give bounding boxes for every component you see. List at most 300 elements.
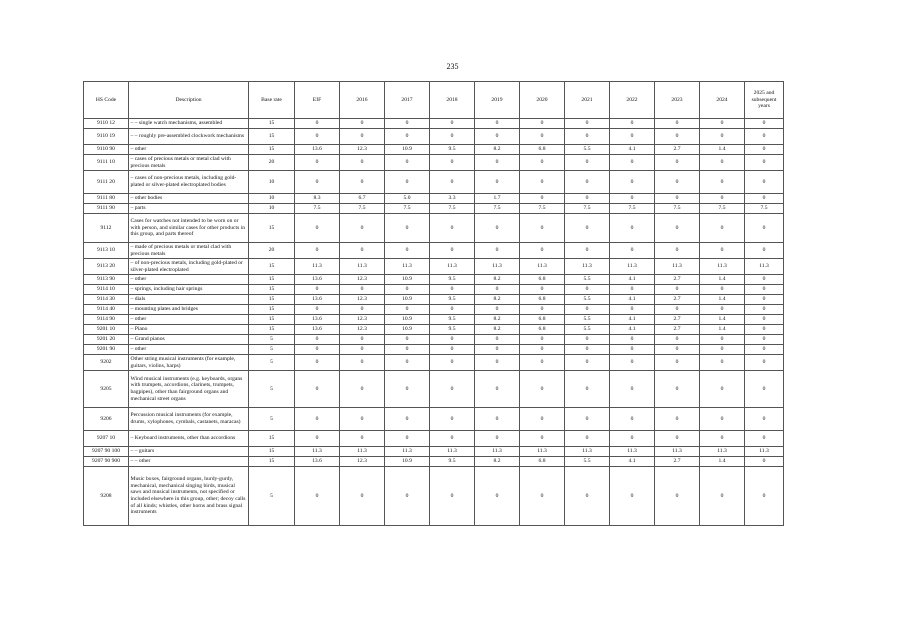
rate-cell: 0 (745, 119, 784, 129)
description-cell: – made of precious metals or metal clad with precious metals (129, 243, 249, 259)
hs-code-cell: 9110 90 (84, 145, 129, 155)
hs-code-cell: 9206 (84, 408, 129, 431)
description-cell: Percussion musical instruments (for example, drums, xylophones, cymbals, castanets, maracas) (129, 408, 249, 431)
rate-cell: 5.5 (565, 315, 610, 325)
rate-cell: 6.8 (520, 295, 565, 305)
rate-cell: 0 (385, 335, 430, 345)
page-number: 235 (446, 62, 459, 71)
column-header: 2025 and subsequent years (745, 82, 784, 119)
rate-cell: 0 (385, 305, 430, 315)
rate-cell: 0 (565, 243, 610, 259)
rate-cell: 0 (385, 129, 430, 145)
rate-cell: 0 (700, 155, 745, 171)
rate-cell: 0 (700, 355, 745, 371)
rate-cell: 0 (430, 431, 475, 447)
table-row (84, 315, 784, 325)
rate-cell: 11.3 (655, 259, 700, 275)
rate-cell: 4.1 (610, 275, 655, 285)
rate-cell: 0 (520, 129, 565, 145)
rate-cell: 0 (340, 305, 385, 315)
rate-cell: 0 (520, 355, 565, 371)
rate-cell: 11.3 (340, 447, 385, 457)
rate-cell: 7.5 (520, 204, 565, 214)
rate-cell: 15 (249, 145, 295, 155)
rate-cell: 0 (745, 155, 784, 171)
description-cell: – other (129, 145, 249, 155)
rate-cell: 0 (520, 285, 565, 295)
rate-cell: 9.5 (430, 457, 475, 467)
rate-cell: 0 (340, 214, 385, 243)
description-cell: – – roughly pre-assembled clockwork mechanisms (129, 129, 249, 145)
hs-code-cell: 9114 30 (84, 295, 129, 305)
rate-cell: 0 (295, 171, 340, 194)
hs-code-cell: 9114 10 (84, 285, 129, 295)
rate-cell: 0 (655, 194, 700, 204)
rate-cell: 0 (385, 214, 430, 243)
rate-cell: 0 (700, 345, 745, 355)
rate-cell: 11.3 (565, 259, 610, 275)
rate-cell: 0 (430, 467, 475, 526)
rate-cell: 9.5 (430, 325, 475, 335)
rate-cell: 11.3 (745, 259, 784, 275)
rate-cell: 1.7 (475, 194, 520, 204)
rate-cell: 15 (249, 431, 295, 447)
rate-cell: 15 (249, 214, 295, 243)
rate-cell: 0 (340, 171, 385, 194)
rate-cell: 0 (430, 371, 475, 408)
rate-cell: 0 (655, 371, 700, 408)
rate-cell: 13.6 (295, 315, 340, 325)
column-header: EIF (295, 82, 340, 119)
rate-cell: 0 (430, 285, 475, 295)
column-header: 2020 (520, 82, 565, 119)
column-header: 2019 (475, 82, 520, 119)
column-header: 2017 (385, 82, 430, 119)
table-row (84, 447, 784, 457)
rate-cell: 4.1 (610, 295, 655, 305)
column-header: 2023 (655, 82, 700, 119)
rate-cell: 0 (295, 155, 340, 171)
rate-cell: 0 (520, 371, 565, 408)
table-row (84, 204, 784, 214)
table-row (84, 355, 784, 371)
rate-cell: 0 (655, 285, 700, 295)
rate-cell: 7.5 (475, 204, 520, 214)
rate-cell: 0 (610, 155, 655, 171)
rate-cell: 2.7 (655, 457, 700, 467)
hs-code-cell: 9113 20 (84, 259, 129, 275)
rate-cell: 0 (565, 355, 610, 371)
rate-cell: 2.7 (655, 145, 700, 155)
rate-cell: 0 (565, 345, 610, 355)
rate-cell: 1.4 (700, 145, 745, 155)
description-cell: Cases for watches not intended to be worn on or with person, and similar cases for other products in this group, and parts thereof (129, 214, 249, 243)
table-row (84, 285, 784, 295)
rate-cell: 11.3 (745, 447, 784, 457)
rate-cell: 0 (745, 315, 784, 325)
rate-cell: 0 (340, 285, 385, 295)
description-cell: – other (129, 275, 249, 285)
rate-cell: 0 (565, 129, 610, 145)
rate-cell: 1.4 (700, 457, 745, 467)
description-cell: – – single watch mechanisms, assembled (129, 119, 249, 129)
rate-cell: 0 (295, 305, 340, 315)
rate-cell: 8.2 (475, 315, 520, 325)
rate-cell: 5.5 (565, 457, 610, 467)
hs-code-cell: 9114 40 (84, 305, 129, 315)
rate-cell: 0 (700, 305, 745, 315)
rate-cell: 11.3 (340, 259, 385, 275)
hs-code-cell: 9207 10 (84, 431, 129, 447)
header-row (84, 82, 784, 119)
rate-cell: 0 (295, 243, 340, 259)
rate-cell: 0 (745, 345, 784, 355)
rate-cell: 8.2 (475, 457, 520, 467)
rate-cell: 0 (610, 467, 655, 526)
column-header: Base rate (249, 82, 295, 119)
rate-cell: 0 (610, 371, 655, 408)
table-row (84, 119, 784, 129)
rate-cell: 0 (745, 295, 784, 305)
rate-cell: 0 (520, 408, 565, 431)
hs-code-cell: 9111 10 (84, 155, 129, 171)
rate-cell: 0 (430, 243, 475, 259)
rate-cell: 0 (655, 119, 700, 129)
hs-code-cell: 9202 (84, 355, 129, 371)
rate-cell: 5 (249, 345, 295, 355)
rate-cell: 7.5 (700, 204, 745, 214)
rate-cell: 0 (655, 129, 700, 145)
table-row (84, 171, 784, 194)
table-row (84, 457, 784, 467)
rate-cell: 8.2 (475, 295, 520, 305)
rate-cell: 4.1 (610, 145, 655, 155)
rate-cell: 0 (295, 129, 340, 145)
rate-cell: 11.3 (430, 447, 475, 457)
hs-code-cell: 9201 90 (84, 345, 129, 355)
rate-cell: 0 (295, 345, 340, 355)
rate-cell: 10.9 (385, 457, 430, 467)
description-cell: – other bodies (129, 194, 249, 204)
rate-cell: 6.8 (520, 457, 565, 467)
rate-cell: 8.2 (475, 145, 520, 155)
rate-cell: 0 (475, 431, 520, 447)
rate-cell: 0 (610, 119, 655, 129)
rate-cell: 0 (610, 214, 655, 243)
rate-cell: 11.3 (700, 259, 745, 275)
rate-cell: 0 (475, 285, 520, 295)
description-cell: – cases of precious metals or metal clad with precious metals (129, 155, 249, 171)
rate-cell: 0 (745, 305, 784, 315)
description-cell: – cases of non-precious metals, including gold-plated or silver-plated electroplated bodies (129, 171, 249, 194)
rate-cell: 0 (340, 345, 385, 355)
rate-cell: 8.2 (475, 275, 520, 285)
rate-cell: 0 (745, 285, 784, 295)
rate-cell: 0 (565, 431, 610, 447)
rate-cell: 0 (430, 155, 475, 171)
rate-cell: 0 (745, 457, 784, 467)
rate-cell: 0 (520, 243, 565, 259)
table-row (84, 295, 784, 305)
rate-cell: 0 (565, 408, 610, 431)
rate-cell: 0 (700, 243, 745, 259)
rate-cell: 0 (520, 431, 565, 447)
rate-cell: 0 (475, 355, 520, 371)
hs-code-cell: 9114 90 (84, 315, 129, 325)
rate-cell: 10 (249, 194, 295, 204)
rate-cell: 0 (610, 355, 655, 371)
rate-cell: 0 (610, 431, 655, 447)
rate-cell: 7.5 (565, 204, 610, 214)
rate-cell: 1.4 (700, 275, 745, 285)
rate-cell: 0 (520, 305, 565, 315)
description-cell: – – guitars (129, 447, 249, 457)
rate-cell: 11.3 (565, 447, 610, 457)
table-row (84, 243, 784, 259)
rate-cell: 0 (610, 194, 655, 204)
rate-cell: 0 (610, 129, 655, 145)
table-row (84, 431, 784, 447)
rate-cell: 15 (249, 119, 295, 129)
rate-cell: 2.7 (655, 325, 700, 335)
rate-cell: 15 (249, 259, 295, 275)
rate-cell: 15 (249, 275, 295, 285)
column-header: HS Code (84, 82, 129, 119)
rate-cell: 12.3 (340, 275, 385, 285)
rate-cell: 0 (565, 305, 610, 315)
rate-cell: 0 (295, 371, 340, 408)
table-row (84, 259, 784, 275)
rate-cell: 15 (249, 447, 295, 457)
rate-cell: 15 (249, 129, 295, 145)
rate-cell: 0 (295, 119, 340, 129)
description-cell: Wind musical instruments (e.g. keyboards, organs with trumpets, accordions, clarinets, trumpets, bagpipes), other than fairground organs and mechanical street organs (129, 371, 249, 408)
table-row (84, 275, 784, 285)
description-cell: – other (129, 345, 249, 355)
rate-cell: 0 (430, 355, 475, 371)
rate-cell: 0 (385, 408, 430, 431)
table-row (84, 305, 784, 315)
rate-cell: 0 (385, 345, 430, 355)
rate-cell: 11.3 (610, 259, 655, 275)
rate-cell: 7.5 (745, 204, 784, 214)
rate-cell: 0 (700, 119, 745, 129)
rate-cell: 11.3 (385, 259, 430, 275)
rate-cell: 0 (430, 119, 475, 129)
rate-cell: 0 (655, 155, 700, 171)
rate-cell: 0 (520, 214, 565, 243)
rate-cell: 0 (565, 335, 610, 345)
rate-cell: 7.5 (295, 204, 340, 214)
tariff-table (83, 81, 784, 526)
rate-cell: 0 (340, 155, 385, 171)
rate-cell: 0 (700, 194, 745, 204)
rate-cell: 0 (655, 171, 700, 194)
rate-cell: 0 (745, 371, 784, 408)
rate-cell: 1.4 (700, 315, 745, 325)
rate-cell: 0 (475, 243, 520, 259)
rate-cell: 0 (610, 171, 655, 194)
rate-cell: 0 (655, 408, 700, 431)
rate-cell: 0 (745, 467, 784, 526)
rate-cell: 0 (655, 431, 700, 447)
rate-cell: 5.5 (565, 145, 610, 155)
rate-cell: 0 (745, 335, 784, 345)
rate-cell: 0 (700, 285, 745, 295)
rate-cell: 7.5 (340, 204, 385, 214)
rate-cell: 0 (610, 335, 655, 345)
rate-cell: 15 (249, 285, 295, 295)
rate-cell: 12.3 (340, 145, 385, 155)
rate-cell: 13.6 (295, 295, 340, 305)
description-cell: – mounting plates and bridges (129, 305, 249, 315)
rate-cell: 13.6 (295, 275, 340, 285)
rate-cell: 11.3 (520, 259, 565, 275)
rate-cell: 7.5 (610, 204, 655, 214)
rate-cell: 10.9 (385, 325, 430, 335)
rate-cell: 0 (700, 214, 745, 243)
rate-cell: 0 (340, 129, 385, 145)
rate-cell: 0 (520, 171, 565, 194)
rate-cell: 0 (520, 155, 565, 171)
hs-code-cell: 9207 90 900 (84, 457, 129, 467)
rate-cell: 0 (655, 355, 700, 371)
table-row (84, 325, 784, 335)
rate-cell: 0 (655, 243, 700, 259)
hs-code-cell: 9111 20 (84, 171, 129, 194)
hs-code-cell: 9113 10 (84, 243, 129, 259)
rate-cell: 15 (249, 305, 295, 315)
rate-cell: 0 (610, 285, 655, 295)
rate-cell: 13.6 (295, 145, 340, 155)
rate-cell: 0 (340, 335, 385, 345)
rate-cell: 0 (475, 214, 520, 243)
rate-cell: 0 (295, 431, 340, 447)
rate-cell: 11.3 (430, 259, 475, 275)
description-cell: – other (129, 315, 249, 325)
hs-code-cell: 9201 20 (84, 335, 129, 345)
column-header: 2022 (610, 82, 655, 119)
rate-cell: 5 (249, 371, 295, 408)
rate-cell: 0 (745, 194, 784, 204)
rate-cell: 0 (745, 275, 784, 285)
rate-cell: 0 (610, 243, 655, 259)
rate-cell: 0 (745, 325, 784, 335)
rate-cell: 0 (340, 408, 385, 431)
rate-cell: 5.5 (565, 325, 610, 335)
rate-cell: 13.6 (295, 325, 340, 335)
rate-cell: 0 (475, 129, 520, 145)
rate-cell: 2.7 (655, 295, 700, 305)
rate-cell: 20 (249, 155, 295, 171)
rate-cell: 5 (249, 355, 295, 371)
rate-cell: 0 (430, 129, 475, 145)
hs-code-cell: 9201 10 (84, 325, 129, 335)
rate-cell: 0 (520, 345, 565, 355)
rate-cell: 9.5 (430, 145, 475, 155)
description-cell: – Keyboard instruments, other than accordions (129, 431, 249, 447)
rate-cell: 12.3 (340, 295, 385, 305)
hs-code-cell: 9207 90 100 (84, 447, 129, 457)
rate-cell: 0 (430, 345, 475, 355)
rate-cell: 0 (475, 155, 520, 171)
column-header: 2016 (340, 82, 385, 119)
rate-cell: 0 (565, 194, 610, 204)
rate-cell: 5 (249, 408, 295, 431)
description-cell: – Piano (129, 325, 249, 335)
rate-cell: 0 (295, 467, 340, 526)
rate-cell: 4.1 (610, 315, 655, 325)
rate-cell: 0 (385, 243, 430, 259)
table-row (84, 335, 784, 345)
rate-cell: 0 (700, 467, 745, 526)
description-cell: Music boxes, fairground organs, hurdy-gurdy, mechanical, mechanical singing birds, musical saws and musical instruments, not specified or included elsewhere in this group, other; decoy calls of all kinds; whistles, other horns and brass signal instruments (129, 467, 249, 526)
table-row (84, 467, 784, 526)
rate-cell: 0 (610, 305, 655, 315)
rate-cell: 0 (565, 371, 610, 408)
rate-cell: 0 (700, 408, 745, 431)
rate-cell: 0 (520, 119, 565, 129)
rate-cell: 9.5 (430, 275, 475, 285)
table-row (84, 129, 784, 145)
rate-cell: 0 (430, 171, 475, 194)
rate-cell: 0 (520, 335, 565, 345)
hs-code-cell: 9208 (84, 467, 129, 526)
rate-cell: 10.9 (385, 275, 430, 285)
rate-cell: 0 (340, 243, 385, 259)
rate-cell: 0 (610, 408, 655, 431)
rate-cell: 10.9 (385, 145, 430, 155)
rate-cell: 20 (249, 243, 295, 259)
rate-cell: 12.3 (340, 325, 385, 335)
rate-cell: 10 (249, 204, 295, 214)
rate-cell: 0 (565, 155, 610, 171)
rate-cell: 0 (385, 467, 430, 526)
rate-cell: 0 (655, 335, 700, 345)
rate-cell: 6.8 (520, 145, 565, 155)
rate-cell: 10.9 (385, 295, 430, 305)
rate-cell: 0 (385, 155, 430, 171)
rate-cell: 7.5 (655, 204, 700, 214)
rate-cell: 5 (249, 335, 295, 345)
table-row (84, 155, 784, 171)
rate-cell: 8.2 (475, 325, 520, 335)
rate-cell: 15 (249, 325, 295, 335)
rate-cell: 0 (475, 345, 520, 355)
rate-cell: 5.0 (385, 194, 430, 204)
rate-cell: 5.5 (565, 275, 610, 285)
rate-cell: 12.3 (340, 457, 385, 467)
table-row (84, 194, 784, 204)
rate-cell: 9.5 (430, 315, 475, 325)
hs-code-cell: 9110 12 (84, 119, 129, 129)
description-cell: – Grand pianos (129, 335, 249, 345)
rate-cell: 2.7 (655, 315, 700, 325)
rate-cell: 0 (385, 355, 430, 371)
rate-cell: 7.5 (430, 204, 475, 214)
rate-cell: 6.8 (520, 315, 565, 325)
table-row (84, 408, 784, 431)
rate-cell: 0 (745, 431, 784, 447)
rate-cell: 11.3 (295, 447, 340, 457)
rate-cell: 0 (565, 467, 610, 526)
rate-cell: 11.3 (475, 259, 520, 275)
rate-cell: 11.3 (655, 447, 700, 457)
rate-cell: 0 (655, 467, 700, 526)
hs-code-cell: 9110 19 (84, 129, 129, 145)
rate-cell: 0 (295, 214, 340, 243)
rate-cell: 0 (475, 408, 520, 431)
